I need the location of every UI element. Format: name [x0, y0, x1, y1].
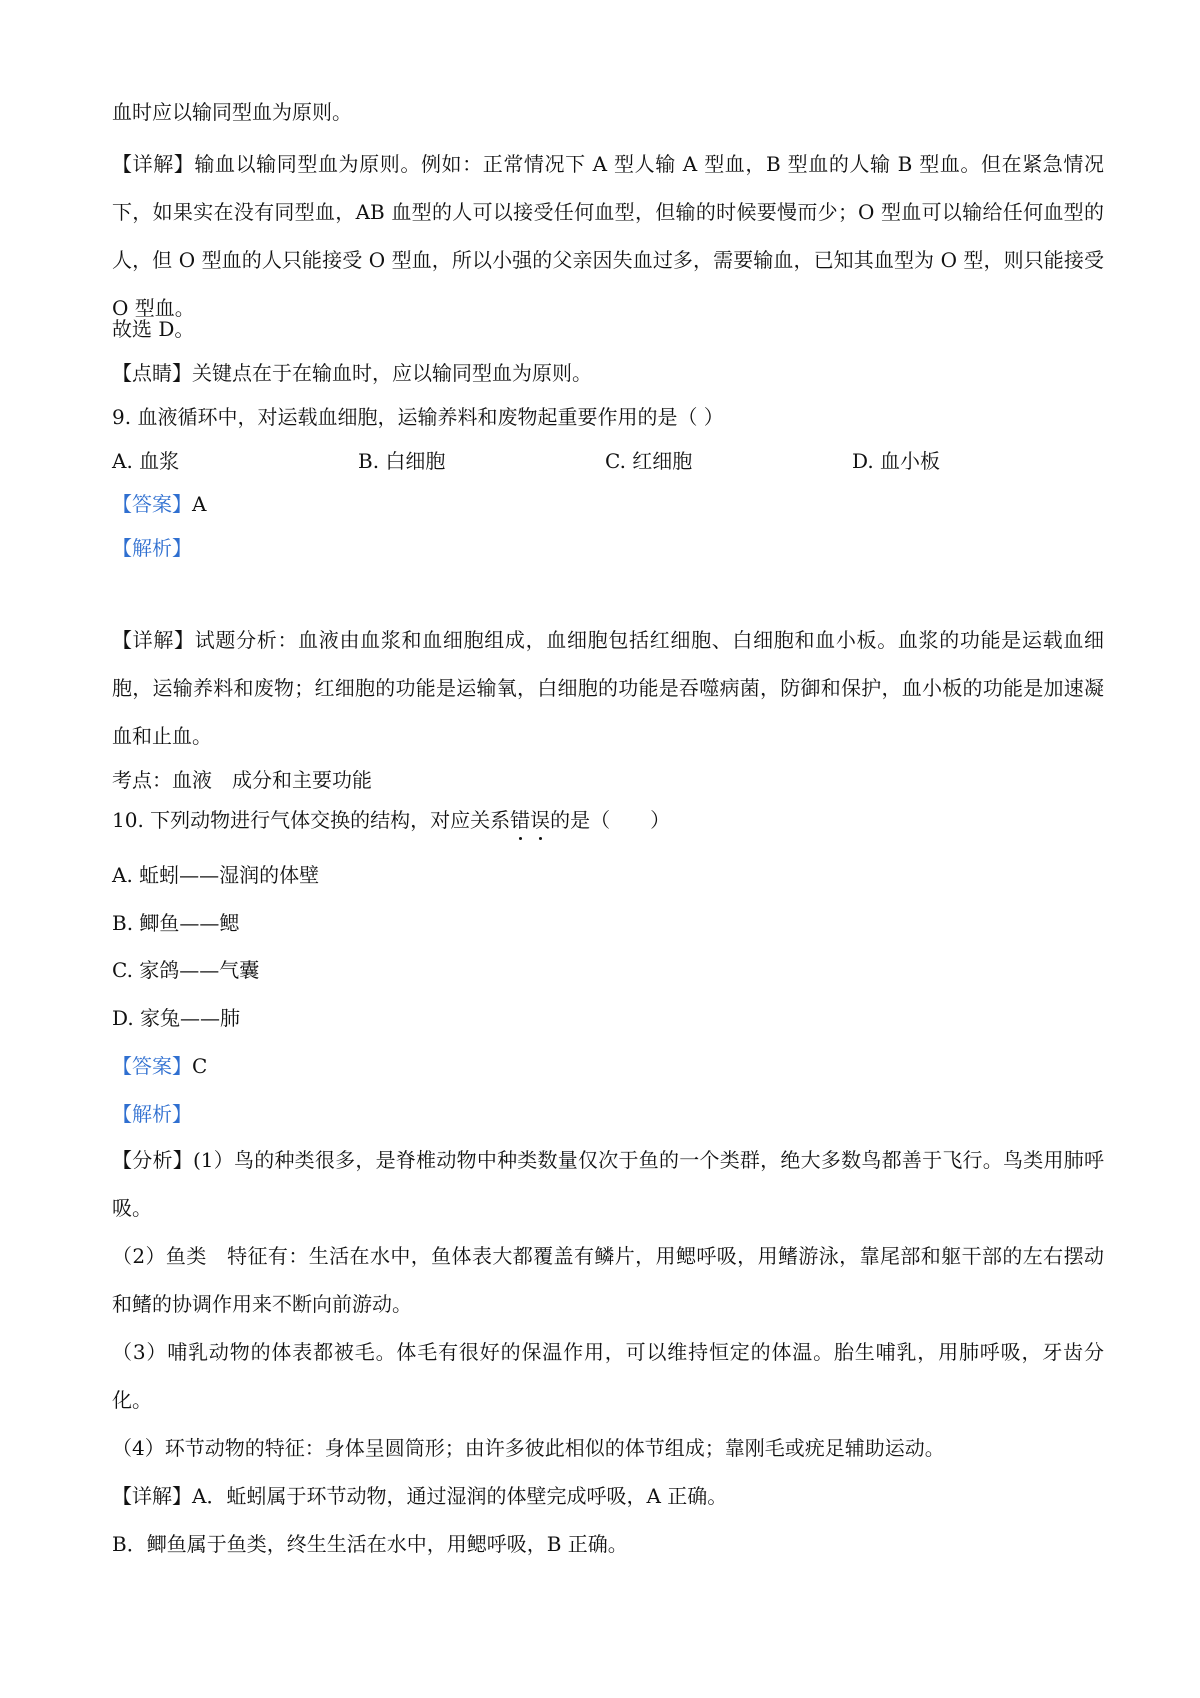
analysis-paragraph-birds: 【分析】(1）鸟的种类很多，是脊椎动物中种类数量仅次于鱼的一个类群，绝大多数鸟都善于飞行。鸟类用肺呼吸。 — [112, 1148, 1104, 1220]
choose-line: 故选 D。 — [112, 317, 195, 341]
answer-value: C — [192, 1054, 208, 1078]
answer-tag: 【答案】 — [112, 492, 192, 516]
q10-answer-line — [112, 1052, 1102, 1080]
question-10-prefix: 10. 下列动物进行气体交换的结构，对应关系 — [112, 808, 511, 832]
answer-tag: 【答案】 — [112, 1054, 192, 1078]
question-10-suffix: 的是（ ） — [550, 808, 671, 832]
question-9: 9. 血液循环中，对运载血细胞，运输养料和废物起重要作用的是（ ） — [112, 405, 724, 429]
q9-analysis-tag: 【解析】 — [112, 536, 192, 560]
detail-paragraph-transfusion: 【详解】输血以输同型血为原则。例如：正常情况下 A 型人输 A 型血，B 型血的人输 B 型血。但在紧急情况下，如果实在没有同型血，AB 血型的人可以接受任何血型，但输的时候要慢而少；O 型血可以输给任何血型的人，但 O 型血的人只能接受 O 型血，所以小强的父亲因失血过多，需要输血，已知其血型为 O 型，则只能接受 O 型血。 — [112, 152, 1104, 320]
q9-answer-line — [112, 490, 1102, 518]
analysis-paragraph-mammals: （3）哺乳动物的体表都被毛。体毛有很好的保温作用，可以维持恒定的体温。胎生哺乳，用肺呼吸，牙齿分化。 — [112, 1340, 1104, 1412]
q9-option-b: B. 白细胞 — [358, 449, 446, 473]
analysis-paragraph-fish: （2）鱼类 特征有：生活在水中，鱼体表大都覆盖有鳞片，用鳃呼吸，用鳍游泳，靠尾部和躯干部的左右摆动和鳍的协调作用来不断向前游动。 — [112, 1244, 1104, 1316]
q10-analysis-tag: 【解析】 — [112, 1102, 192, 1126]
question-10 — [112, 806, 1102, 834]
q10-option-c: C. 家鸽——气囊 — [112, 958, 260, 982]
detail-a-line: 【详解】A．蚯蚓属于环节动物，通过湿润的体壁完成呼吸，A 正确。 — [112, 1484, 728, 1508]
q10-option-d: D. 家兔——肺 — [112, 1006, 241, 1030]
emphasis-char: 误 — [530, 808, 551, 832]
q10-option-a: A. 蚯蚓——湿润的体壁 — [112, 863, 320, 887]
annelid-line: （4）环节动物的特征：身体呈圆筒形；由许多彼此相似的体节组成；靠刚毛或疣足辅助运动。 — [112, 1436, 945, 1460]
detail-b-line: B．鲫鱼属于鱼类，终生生活在水中，用鳃呼吸，B 正确。 — [112, 1532, 628, 1556]
text-line: 血时应以输同型血为原则。 — [112, 100, 352, 124]
key-point-line: 【点睛】关键点在于在输血时，应以输同型血为原则。 — [112, 361, 592, 385]
answer-value: A — [192, 492, 207, 516]
q9-option-a: A. 血浆 — [112, 449, 180, 473]
detail-paragraph-blood: 【详解】试题分析：血液由血浆和血细胞组成，血细胞包括红细胞、白细胞和血小板。血浆的功能是运载血细胞，运输养料和废物；红细胞的功能是运输氧，白细胞的功能是吞噬病菌，防御和保护，血小板的功能是加速凝血和止血。 — [112, 628, 1104, 748]
emphasis-char: 错 — [510, 808, 531, 832]
q10-option-b: B. 鲫鱼——鳃 — [112, 911, 240, 935]
exam-point-line: 考点：血液 成分和主要功能 — [112, 768, 372, 792]
q9-option-c: C. 红细胞 — [605, 449, 693, 473]
q9-option-d: D. 血小板 — [852, 449, 941, 473]
